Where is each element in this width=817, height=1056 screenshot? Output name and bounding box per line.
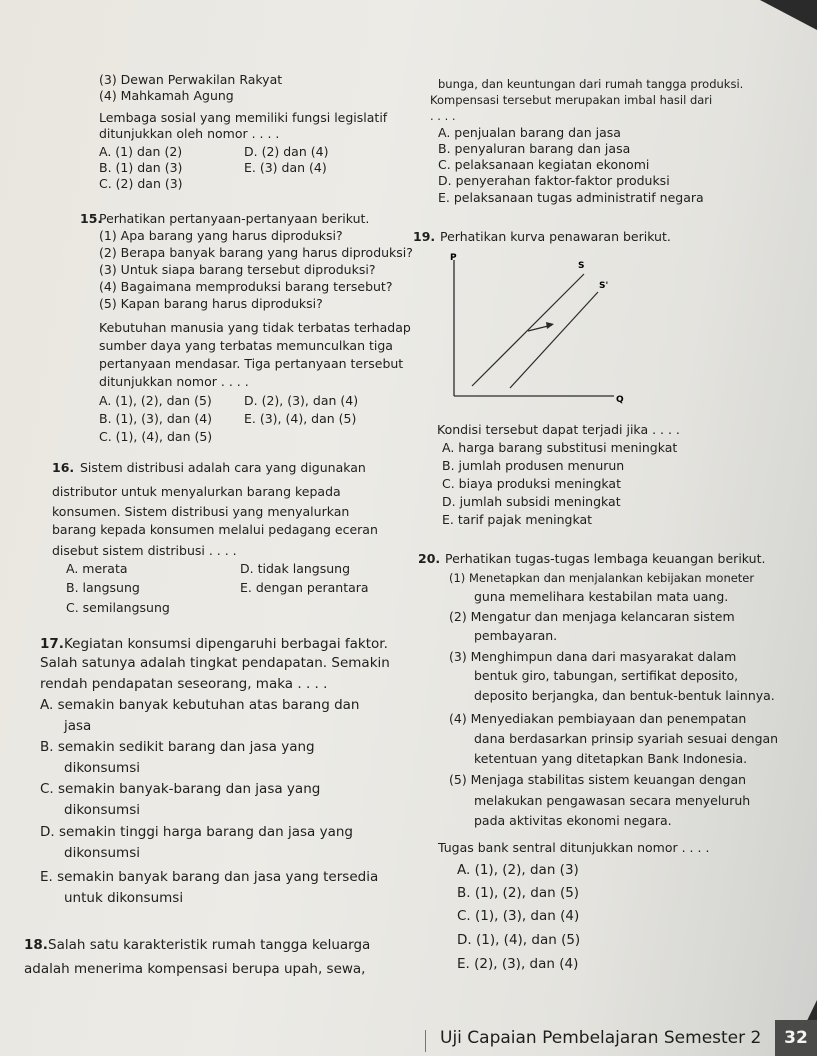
list-item: guna memelihara kestabilan mata uang.: [474, 589, 729, 604]
answer-choice-c: C. biaya produksi meningkat: [442, 476, 621, 491]
list-item: dana berdasarkan prinsip syariah sesuai dengan: [474, 731, 779, 746]
answer-choice-e: E. (3), (4), dan (5): [244, 411, 357, 426]
question-stem: Salah satu karakteristik rumah tangga keluarga: [48, 937, 371, 953]
answer-choice-c: C. semilangsung: [66, 600, 170, 615]
question-stem: adalah menerima kompensasi berupa upah, sewa,: [24, 961, 366, 977]
answer-choice-b: B. (1), (3), dan (4): [99, 411, 213, 426]
question-stem: Tugas bank sentral ditunjukkan nomor . . . .: [438, 840, 710, 855]
question-number: 18.: [24, 937, 48, 953]
supply-curve-graph: [448, 252, 638, 412]
answer-choice-d: D. tidak langsung: [240, 561, 351, 576]
answer-choice-c: dikonsumsi: [64, 802, 140, 818]
answer-choice-e: E. (2), (3), dan (4): [457, 956, 579, 972]
question-stem: ditunjukkan oleh nomor . . . .: [99, 126, 280, 141]
answer-choice-b: B. (1) dan (3): [99, 160, 183, 175]
option-item: (3) Dewan Perwakilan Rakyat: [99, 72, 283, 87]
footer-title: Uji Capaian Pembelajaran Semester 2: [440, 1028, 762, 1048]
question-stem: Kegiatan konsumsi dipengaruhi berbagai faktor.: [64, 636, 388, 652]
answer-choice-d: D. penyerahan faktor-faktor produksi: [438, 173, 670, 188]
answer-choice-d: D. (1), (4), dan (5): [457, 932, 581, 948]
answer-choice-c: C. (1), (4), dan (5): [99, 429, 213, 444]
list-item: (5) Menjaga stabilitas sistem keuangan dengan: [449, 772, 747, 787]
answer-choice-e: E. dengan perantara: [240, 580, 369, 595]
footer-divider: [425, 1030, 426, 1052]
list-item: (2) Mengatur dan menjaga kelancaran sistem: [449, 609, 735, 624]
answer-choice-a: A. (1), (2), dan (5): [99, 393, 212, 408]
option-item: (4) Mahkamah Agung: [99, 88, 234, 103]
answer-choice-a: jasa: [64, 718, 92, 734]
paragraph-line: pertanyaan mendasar. Tiga pertanyaan tersebut: [99, 356, 404, 371]
paragraph-line: sumber daya yang terbatas memunculkan tiga: [99, 338, 393, 353]
answer-choice-a: A. semakin banyak kebutuhan atas barang dan: [40, 697, 360, 713]
answer-choice-e: untuk dikonsumsi: [64, 890, 184, 906]
question-number: 20.: [418, 551, 441, 566]
list-item: (4) Menyediakan pembiayaan dan penempatan: [449, 711, 747, 726]
answer-choice-c: C. (1), (3), dan (4): [457, 908, 580, 924]
paragraph-line: ditunjukkan nomor . . . .: [99, 374, 249, 389]
question-stem: Perhatikan kurva penawaran berikut.: [440, 229, 671, 244]
answer-choice-d: dikonsumsi: [64, 845, 140, 861]
list-item: (2) Berapa banyak barang yang harus diproduksi?: [99, 245, 413, 260]
answer-choice-c: C. semakin banyak-barang dan jasa yang: [40, 781, 321, 797]
answer-choice-e: E. (3) dan (4): [244, 160, 327, 175]
answer-choice-b: dikonsumsi: [64, 760, 140, 776]
question-stem: Kondisi tersebut dapat terjadi jika . . . .: [437, 422, 680, 437]
question-stem: Salah satunya adalah tingkat pendapatan. Semakin: [40, 655, 390, 671]
question-number: 15.: [80, 211, 103, 226]
answer-choice-e: E. pelaksanaan tugas administratif negara: [438, 190, 704, 205]
y-axis-label: P: [450, 253, 457, 263]
list-item: (1) Menetapkan dan menjalankan kebijakan moneter: [449, 571, 755, 585]
answer-choice-e: E. tarif pajak meningkat: [442, 512, 593, 527]
answer-choice-a: A. harga barang substitusi meningkat: [442, 440, 678, 455]
x-axis-label: Q: [616, 395, 624, 405]
curve-label-s: S: [578, 261, 585, 271]
question-stem: konsumen. Sistem distribusi yang menyalurkan: [52, 504, 350, 519]
answer-choice-b: B. semakin sedikit barang dan jasa yang: [40, 739, 315, 755]
list-item: (5) Kapan barang harus diproduksi?: [99, 296, 323, 311]
question-stem: bunga, dan keuntungan dari rumah tangga produksi.: [438, 77, 744, 91]
question-stem: distributor untuk menyalurkan barang kepada: [52, 484, 341, 499]
answer-choice-e: E. semakin banyak barang dan jasa yang tersedia: [40, 869, 379, 885]
question-stem: disebut sistem distribusi . . . .: [52, 543, 237, 558]
list-item: (1) Apa barang yang harus diproduksi?: [99, 228, 343, 243]
answer-choice-a: A. penjualan barang dan jasa: [438, 125, 621, 140]
question-stem: Perhatikan pertanyaan-pertanyaan berikut.: [99, 211, 370, 226]
answer-choice-b: B. penyaluran barang dan jasa: [438, 141, 631, 156]
answer-choice-d: D. semakin tinggi harga barang dan jasa yang: [40, 824, 353, 840]
answer-choice-c: C. pelaksanaan kegiatan ekonomi: [438, 157, 650, 172]
list-item: pada aktivitas ekonomi negara.: [474, 813, 672, 828]
question-stem: Kompensasi tersebut merupakan imbal hasil dari: [430, 93, 713, 107]
question-stem: Lembaga sosial yang memiliki fungsi legislatif: [99, 110, 388, 125]
question-number: 16.: [52, 460, 75, 475]
answer-choice-c: C. (2) dan (3): [99, 176, 183, 191]
answer-choice-a: A. (1), (2), dan (3): [457, 862, 579, 878]
question-stem: . . . .: [430, 109, 456, 123]
answer-choice-b: B. jumlah produsen menurun: [442, 458, 625, 473]
question-stem: Sistem distribusi adalah cara yang digunakan: [80, 460, 366, 475]
page-number: 32: [775, 1020, 817, 1056]
answer-choice-b: B. (1), (2), dan (5): [457, 885, 580, 901]
answer-choice-b: B. langsung: [66, 580, 140, 595]
list-item: ketentuan yang ditetapkan Bank Indonesia.: [474, 751, 748, 766]
answer-choice-d: D. jumlah subsidi meningkat: [442, 494, 621, 509]
curve-label-s-prime: S': [599, 281, 609, 291]
list-item: deposito berjangka, dan bentuk-bentuk lainnya.: [474, 688, 775, 703]
list-item: bentuk giro, tabungan, sertifikat deposito,: [474, 668, 739, 683]
answer-choice-d: D. (2) dan (4): [244, 144, 329, 159]
question-stem: rendah pendapatan seseorang, maka . . . .: [40, 676, 328, 692]
list-item: (3) Untuk siapa barang tersebut diproduksi?: [99, 262, 376, 277]
question-stem: Perhatikan tugas-tugas lembaga keuangan berikut.: [445, 551, 766, 566]
answer-choice-d: D. (2), (3), dan (4): [244, 393, 359, 408]
question-stem: barang kepada konsumen melalui pedagang eceran: [52, 522, 378, 537]
arrow-head-icon: [546, 322, 554, 329]
list-item: (3) Menghimpun dana dari masyarakat dalam: [449, 649, 737, 664]
supply-curve-s-prime: [510, 292, 598, 388]
answer-choice-a: A. merata: [66, 561, 128, 576]
list-item: pembayaran.: [474, 628, 558, 643]
question-number: 19.: [413, 229, 436, 244]
list-item: melakukan pengawasan secara menyeluruh: [474, 793, 751, 808]
paragraph-line: Kebutuhan manusia yang tidak terbatas terhadap: [99, 320, 411, 335]
list-item: (4) Bagaimana memproduksi barang tersebut?: [99, 279, 393, 294]
answer-choice-a: A. (1) dan (2): [99, 144, 183, 159]
question-number: 17.: [40, 636, 64, 652]
